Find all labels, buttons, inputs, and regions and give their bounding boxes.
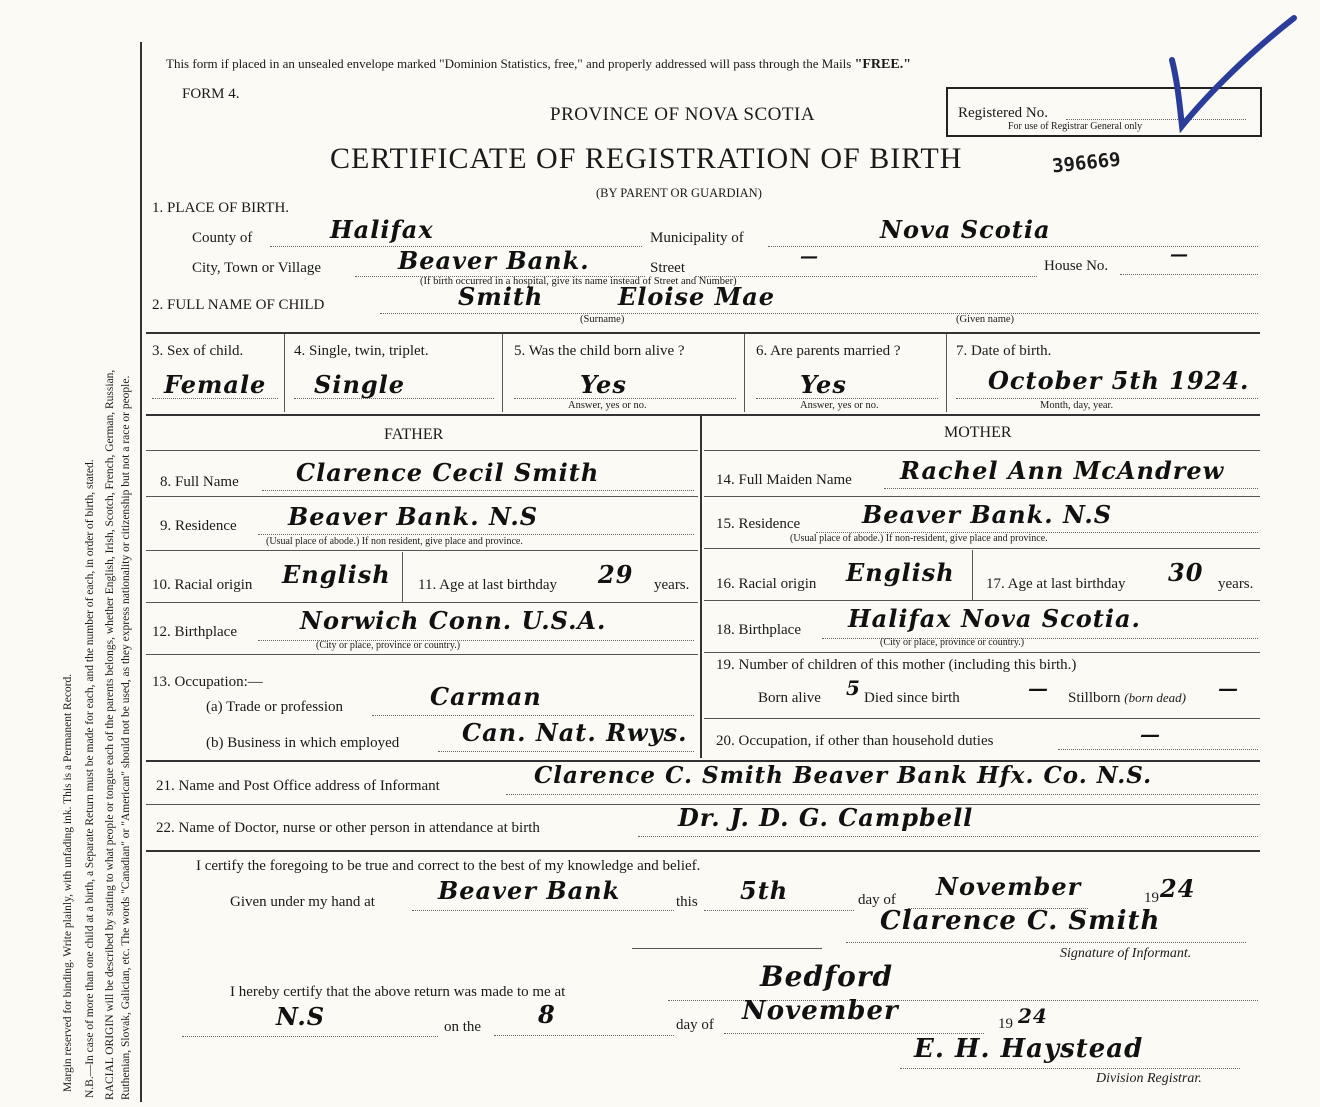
given-year-prefix: 19 <box>1144 890 1159 906</box>
mother-name-value: Rachel Ann McAndrew <box>900 456 1225 485</box>
street-value: — <box>800 246 819 267</box>
given-month-value: November <box>936 872 1082 901</box>
margin-note-3: RACIAL ORIGIN will be described by stating to what people or tongue each of the parents belongs, whether English, Irish, Scotch, French, German, Russian, <box>104 369 116 1100</box>
born-alive-answer: Yes <box>580 370 627 399</box>
divider-parents <box>146 414 1260 416</box>
father-age-years: years. <box>654 577 690 593</box>
registration-number: 396669 <box>1051 148 1122 178</box>
mother-row-rule-4 <box>704 652 1260 653</box>
registrar-signature-caption: Division Registrar. <box>1096 1071 1202 1086</box>
stillborn-value: — <box>1218 676 1239 700</box>
father-birthplace-caption: (City or place, province or country.) <box>316 640 461 651</box>
informant-signature-caption: Signature of Informant. <box>1060 946 1192 961</box>
mother-row-rule-1 <box>704 496 1260 497</box>
day-of-label: day of <box>858 892 896 908</box>
father-birthplace-value: Norwich Conn. U.S.A. <box>300 606 607 635</box>
divider-certification <box>146 850 1260 852</box>
margin-note-4: Ruthenian, Slovak, Galician, etc. The words "Canadian" or "American" should not be used, as they express nationality or citizenship but not a race or people. <box>120 375 132 1100</box>
stillborn-label <box>1068 690 1186 707</box>
registrar-place: Bedford <box>760 960 894 993</box>
mother-age-value: 30 <box>1168 558 1204 587</box>
father-trade-value: Carman <box>430 682 542 711</box>
parents-center-divider <box>700 416 702 758</box>
registrar-day: 8 <box>538 1000 556 1029</box>
doctor-line <box>638 836 1258 837</box>
surname-caption: (Surname) <box>580 314 625 325</box>
mother-row-rule-5 <box>704 718 1260 719</box>
father-race-value: English <box>282 560 391 589</box>
children-count-label: 19. Number of children of this mother (including this birth.) <box>716 657 1077 673</box>
father-residence-label: 9. Residence <box>160 518 237 534</box>
mother-race-label: 16. Racial origin <box>716 576 817 592</box>
form-number: FORM 4. <box>182 86 240 102</box>
row3-divider-3 <box>744 334 745 412</box>
row3-divider-2 <box>502 334 503 412</box>
mother-birthplace-caption: (City or place, province or country.) <box>880 637 1025 648</box>
given-name-caption: (Given name) <box>956 314 1015 325</box>
postal-note-text: This form if placed in an unsealed envelope marked "Dominion Statistics, free," and properly addressed will pass through the Mails <box>166 56 855 71</box>
mother-name-line <box>884 488 1258 489</box>
given-day-line <box>704 910 854 911</box>
on-the-label: on the <box>444 1019 482 1035</box>
postal-note <box>166 56 911 73</box>
father-trade-line <box>372 715 694 716</box>
child-name-line <box>380 313 1258 314</box>
page-subtitle: (BY PARENT OR GUARDIAN) <box>596 186 762 200</box>
mother-residence-label: 15. Residence <box>716 516 801 532</box>
this-label: this <box>676 894 698 910</box>
mother-heading-rule <box>704 450 1260 451</box>
checkmark-icon <box>1168 14 1298 134</box>
mother-birthplace-value: Halifax Nova Scotia. <box>848 604 1141 633</box>
mother-age-label: 17. Age at last birthday <box>986 576 1126 592</box>
informant-line <box>506 794 1258 795</box>
plurality-line <box>294 398 494 399</box>
parents-married-answer: Yes <box>800 370 847 399</box>
born-alive-line <box>514 398 736 399</box>
registrar-use-note: For use of Registrar General only <box>1008 121 1143 132</box>
house-number-label: House No. <box>1044 258 1109 274</box>
date-of-birth-caption: Month, day, year. <box>1040 400 1114 411</box>
informant-label: 21. Name and Post Office address of Informant <box>156 778 440 794</box>
given-place-line <box>412 910 674 911</box>
registrar-place2-line <box>182 1036 438 1037</box>
municipality-label: Municipality of <box>650 230 744 246</box>
father-trade-label: (a) Trade or profession <box>206 699 344 715</box>
informant-signature-line <box>846 942 1246 943</box>
mother-occupation-label: 20. Occupation, if other than household duties <box>716 733 994 749</box>
informant-value: Clarence C. Smith Beaver Bank Hfx. Co. N.S. <box>534 762 1153 789</box>
row3-divider-1 <box>284 334 285 412</box>
died-since-birth-value: — <box>1028 676 1049 700</box>
father-age-label: 11. Age at last birthday <box>418 577 557 593</box>
father-name-line <box>262 490 694 491</box>
place-of-birth-heading: 1. PLACE OF BIRTH. <box>152 200 290 216</box>
divider-top <box>146 332 1260 334</box>
certification-statement: I certify the foregoing to be true and correct to the best of my knowledge and belief. <box>196 858 701 874</box>
born-alive-count-value: 5 <box>846 676 861 700</box>
mother-birthplace-label: 18. Birthplace <box>716 622 801 638</box>
parents-married-line <box>756 398 938 399</box>
row3-divider-4 <box>946 334 947 412</box>
born-alive-caption: Answer, yes or no. <box>568 400 647 411</box>
father-row-rule-2 <box>146 550 698 551</box>
father-age-value: 29 <box>598 560 634 589</box>
plurality-label: 4. Single, twin, triplet. <box>294 343 429 359</box>
registrar-day-of-label: day of <box>676 1017 714 1033</box>
doctor-value: Dr. J. D. G. Campbell <box>678 803 974 832</box>
registrar-year-prefix: 19 <box>998 1016 1013 1032</box>
informant-signature: Clarence C. Smith <box>880 906 1161 936</box>
mother-row-rule-2 <box>704 548 1260 549</box>
date-of-birth-value: October 5th 1924. <box>988 366 1250 395</box>
given-place-value: Beaver Bank <box>438 876 621 905</box>
plurality-value: Single <box>314 370 406 399</box>
father-occupation-label: 13. Occupation:— <box>152 674 263 690</box>
city-value: Beaver Bank. <box>398 246 590 275</box>
given-year-value: 24 <box>1160 874 1196 903</box>
mother-row-rule-3 <box>704 600 1260 601</box>
father-heading-rule <box>146 450 698 451</box>
registrar-statement: I hereby certify that the above return was made to me at <box>230 984 566 1000</box>
stillborn-label-text: Stillborn <box>1068 690 1121 706</box>
sex-label: 3. Sex of child. <box>152 343 244 359</box>
mother-heading: MOTHER <box>944 424 1012 441</box>
mother-age-years: years. <box>1218 576 1254 592</box>
house-number-line <box>1120 274 1258 275</box>
house-number-value: — <box>1170 244 1189 265</box>
mother-name-label: 14. Full Maiden Name <box>716 472 852 488</box>
parents-married-caption: Answer, yes or no. <box>800 400 879 411</box>
date-of-birth-label: 7. Date of birth. <box>956 343 1052 359</box>
margin-note-1: Margin reserved for binding. Write plainly, with unfading ink. This is a Permanent Record. <box>62 673 74 1092</box>
municipality-value: Nova Scotia <box>880 215 1051 244</box>
sex-value: Female <box>164 370 267 399</box>
mother-residence-caption: (Usual place of abode.) If non-resident, give place and province. <box>790 533 1048 544</box>
registrar-signature: E. H. Haystead <box>914 1034 1144 1064</box>
father-name-value: Clarence Cecil Smith <box>296 458 600 487</box>
died-since-birth-label: Died since birth <box>864 690 960 706</box>
father-name-label: 8. Full Name <box>160 474 239 490</box>
father-birthplace-label: 12. Birthplace <box>152 624 237 640</box>
born-alive-question: 5. Was the child born alive ? <box>514 343 685 359</box>
date-of-birth-line <box>956 398 1258 399</box>
street-line <box>695 276 1037 277</box>
sex-line <box>152 398 278 399</box>
father-race-label: 10. Racial origin <box>152 577 253 593</box>
doctor-label: 22. Name of Doctor, nurse or other person in attendance at birth <box>156 820 540 836</box>
father-row-rule-4 <box>146 654 698 655</box>
margin-note-2: N.B.—In case of more than one child at a birth, a Separate Return must be made for each, and the number of each, in order of birth, stated. <box>84 459 96 1098</box>
child-given-name: Eloise Mae <box>618 282 776 311</box>
province-heading: PROVINCE OF NOVA SCOTIA <box>550 104 816 125</box>
hospital-note: (If birth occurred in a hospital, give its name instead of Street and Number) <box>420 276 737 287</box>
registrar-month: November <box>742 996 899 1026</box>
registrar-year: 24 <box>1018 1004 1048 1028</box>
mother-occupation-value: — <box>1140 722 1161 746</box>
given-under-hand-label: Given under my hand at <box>230 894 375 910</box>
registrar-place2: N.S <box>276 1002 326 1031</box>
county-value: Halifax <box>330 215 434 244</box>
mother-race-value: English <box>846 558 955 587</box>
father-residence-value: Beaver Bank. N.S <box>288 502 539 531</box>
mother-occupation-line <box>1058 749 1258 750</box>
mother-residence-value: Beaver Bank. N.S <box>862 500 1113 529</box>
father-row-rule-1 <box>146 496 698 497</box>
child-name-label: 2. FULL NAME OF CHILD <box>152 297 325 313</box>
street-label: Street <box>650 260 685 276</box>
given-day-value: 5th <box>740 876 789 905</box>
father-business-value: Can. Nat. Rwys. <box>462 718 688 747</box>
father-race-divider <box>402 552 403 602</box>
born-alive-count-label: Born alive <box>758 690 821 706</box>
stillborn-caption: (born dead) <box>1124 690 1187 705</box>
signature-separator <box>632 948 822 949</box>
parents-married-question: 6. Are parents married ? <box>756 343 901 359</box>
binding-margin-line <box>140 42 142 1102</box>
father-row-rule-3 <box>146 602 698 603</box>
postal-note-free: "FREE." <box>854 57 911 72</box>
registrar-signature-line <box>900 1068 1240 1069</box>
child-surname: Smith <box>458 282 544 311</box>
city-label: City, Town or Village <box>192 260 322 276</box>
county-label: County of <box>192 230 253 246</box>
page-title: CERTIFICATE OF REGISTRATION OF BIRTH <box>330 142 963 175</box>
father-business-line <box>438 751 694 752</box>
registrar-day-line <box>494 1035 674 1036</box>
father-business-label: (b) Business in which employed <box>206 735 400 751</box>
father-residence-caption: (Usual place of abode.) If non resident, give place and province. <box>266 536 523 547</box>
father-residence-line <box>258 534 694 535</box>
father-heading: FATHER <box>384 426 444 443</box>
registered-label: Registered No. <box>958 105 1048 121</box>
mother-race-divider <box>972 550 973 600</box>
